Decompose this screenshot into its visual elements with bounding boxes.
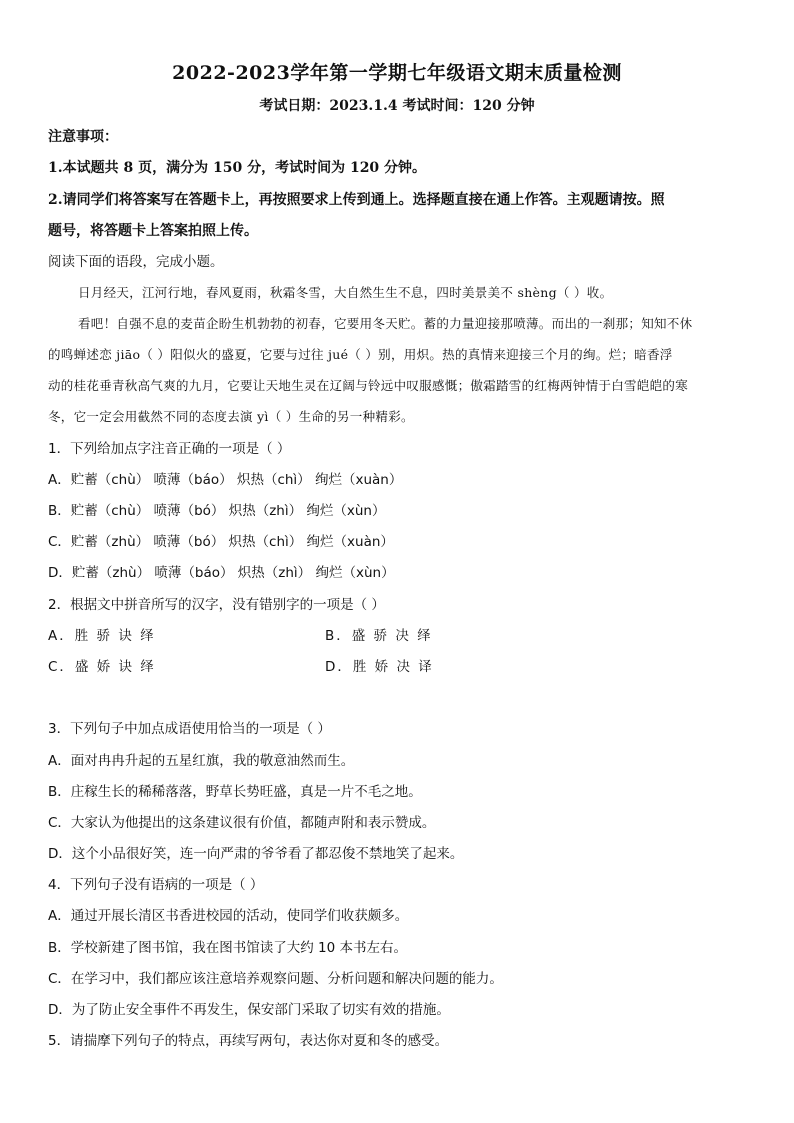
reading-instruction: 阅读下面的语段，完成小题。 (48, 254, 224, 270)
question-4-option-a: A．通过开展长清区书香进校园的活动，使同学们收获颇多。 (48, 908, 409, 924)
question-5-stem: 5．请揣摩下列句子的特点，再续写两句，表达你对夏和冬的感受。 (48, 1033, 449, 1049)
question-4-option-b: B．学校新建了图书馆，我在图书馆读了大约 10 本书左右。 (48, 940, 408, 956)
question-2-option-a: A．胜 骄 诀 绎 (48, 628, 156, 644)
passage-paragraph-2-line-4: 冬，它一定会用截然不同的态度去演 yì（ ）生命的另一种精彩。 (48, 409, 414, 424)
question-2-option-d: D．胜 娇 决 译 (325, 659, 434, 675)
question-1-stem: 1．下列给加点字注音正确的一项是（ ） (48, 441, 291, 457)
passage-paragraph-2-line-1: 看吧！自强不息的麦苗企盼生机勃勃的初春，它要用冬天贮。蓄的力量迎接那喷薄。而出的一刹那；知知不休 (78, 316, 693, 331)
question-4-option-c: C．在学习中，我们都应该注意培养观察问题、分析问题和解决问题的能力。 (48, 971, 503, 987)
passage-paragraph-2-line-2: 的鸣蝉述恋 jiāo（ ）阳似火的盛夏，它要与过往 jué（ ）别，用炽。热的真情来迎接三个月的绚。烂；暗香浮 (48, 347, 673, 362)
question-3-option-d: D．这个小品很好笑，连一向严肃的爷爷看了都忍俊不禁地笑了起来。 (48, 846, 464, 862)
notice-heading: 注意事项： (48, 129, 118, 145)
question-4-stem: 4．下列句子没有语病的一项是（ ） (48, 877, 264, 893)
notice-item-1: 1.本试题共 8 页，满分为 150 分，考试时间为 120 分钟。 (48, 160, 427, 176)
question-2-option-c: C．盛 娇 诀 绎 (48, 659, 156, 675)
question-3-option-b: B．庄稼生长的稀稀落落，野草长势旺盛，真是一片不毛之地。 (48, 784, 422, 800)
question-3-stem: 3．下列句子中加点成语使用恰当的一项是（ ） (48, 721, 331, 737)
question-2-stem: 2．根据文中拼音所写的汉字，没有错别字的一项是（ ） (48, 597, 385, 613)
exam-subtitle: 考试日期：2023.1.4 考试时间：120 分钟 (259, 98, 535, 114)
notice-item-2-line-1: 2.请同学们将答案写在答题卡上，再按照要求上传到通上。选择题直接在通上作答。主观题请按。照 (48, 192, 665, 208)
notice-item-2-line-2: 题号，将答题卡上答案拍照上传。 (48, 223, 258, 239)
exam-title: 2022-2023学年第一学期七年级语文期末质量检测 (172, 62, 622, 84)
question-1-option-c: C．贮蓄（zhù） 喷薄（bó） 炽热（chì） 绚烂（xuàn） (48, 534, 394, 550)
question-4-option-d: D．为了防止安全事件不再发生，保安部门采取了切实有效的措施。 (48, 1002, 450, 1018)
passage-paragraph-2-line-3: 动的桂花垂青秋高气爽的九月，它要让天地生灵在辽阔与铃远中叹服感慨；傲霜踏雪的红梅两钟情于白雪皑皑的寒 (48, 378, 689, 393)
question-3-option-c: C．大家认为他提出的这条建议很有价值，都随声附和表示赞成。 (48, 815, 436, 831)
question-1-option-b: B．贮蓄（chù） 喷薄（bó） 炽热（zhì） 绚烂（xùn） (48, 503, 386, 519)
question-3-option-a: A．面对冉冉升起的五星红旗，我的敬意油然而生。 (48, 753, 355, 769)
passage-paragraph-1: 日月经天，江河行地，春风夏雨，秋霜冬雪，大自然生生不息，四时美景美不 shèng（ ）收。 (78, 285, 613, 300)
question-2-option-b: B．盛 骄 决 绎 (325, 628, 433, 644)
question-1-option-d: D．贮蓄（zhù） 喷薄（báo） 炽热（zhì） 绚烂（xùn） (48, 565, 395, 581)
question-1-option-a: A．贮蓄（chù） 喷薄（báo） 炽热（chì） 绚烂（xuàn） (48, 472, 403, 488)
